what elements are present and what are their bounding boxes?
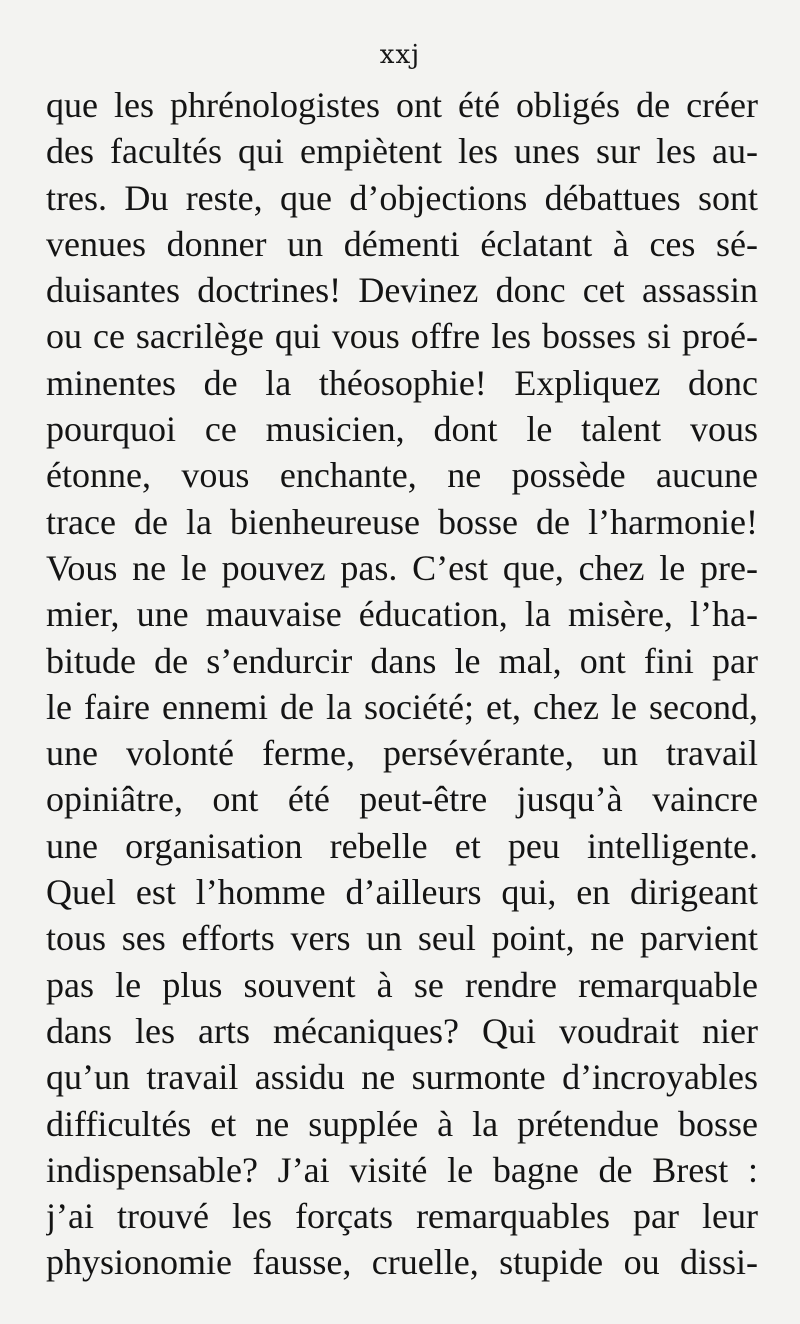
text-line: Vous ne le pouvez pas. C’est que, chez le pre- bbox=[46, 547, 758, 588]
text-line: tres. Du reste, que d’objections débattues sont bbox=[46, 177, 758, 218]
text-line: difficultés et ne supplée à la prétendue bosse bbox=[46, 1103, 758, 1144]
text-line: j’ai trouvé les forçats remarquables par leur bbox=[46, 1196, 758, 1237]
text-line: pas le plus souvent à se rendre remarquable bbox=[46, 964, 758, 1005]
text-line: bitude de s’endurcir dans le mal, ont fini par bbox=[46, 640, 758, 681]
text-line: Quel est l’homme d’ailleurs qui, en dirigeant bbox=[46, 872, 758, 913]
text-line: une organisation rebelle et peu intelligente. bbox=[46, 825, 758, 866]
body-text bbox=[46, 82, 758, 1286]
text-line: étonne, vous enchante, ne possède aucune bbox=[46, 455, 758, 496]
text-line: opiniâtre, ont été peut-être jusqu’à vaincre bbox=[46, 779, 758, 820]
text-line: dans les arts mécaniques? Qui voudrait nier bbox=[46, 1010, 758, 1051]
text-line: venues donner un démenti éclatant à ces sé- bbox=[46, 223, 758, 264]
text-line: une volonté ferme, persévérante, un travail bbox=[46, 733, 758, 774]
text-line: indispensable? J’ai visité le bagne de Brest : bbox=[46, 1149, 758, 1190]
text-line: mier, une mauvaise éducation, la misère, l’ha- bbox=[46, 594, 758, 635]
text-line: que les phrénologistes ont été obligés de créer bbox=[46, 85, 758, 125]
text-line: tous ses efforts vers un seul point, ne parvient bbox=[46, 918, 758, 959]
text-line: pourquoi ce musicien, dont le talent vous bbox=[46, 409, 758, 450]
text-line: minentes de la théosophie! Expliquez donc bbox=[46, 362, 758, 403]
text-line: duisantes doctrines! Devinez donc cet assassin bbox=[46, 270, 758, 311]
text-line: qu’un travail assidu ne surmonte d’incroyables bbox=[46, 1057, 758, 1098]
text-line: le faire ennemi de la société; et, chez le second, bbox=[46, 686, 758, 727]
text-line: trace de la bienheureuse bosse de l’harmonie! bbox=[46, 501, 758, 542]
text-line: ou ce sacrilège qui vous offre les bosses si proé- bbox=[46, 316, 758, 357]
text-line: des facultés qui empiètent les unes sur les au- bbox=[46, 131, 758, 172]
text-line: physionomie fausse, cruelle, stupide ou dissi- bbox=[46, 1242, 758, 1283]
page-number: xxj bbox=[379, 40, 421, 70]
